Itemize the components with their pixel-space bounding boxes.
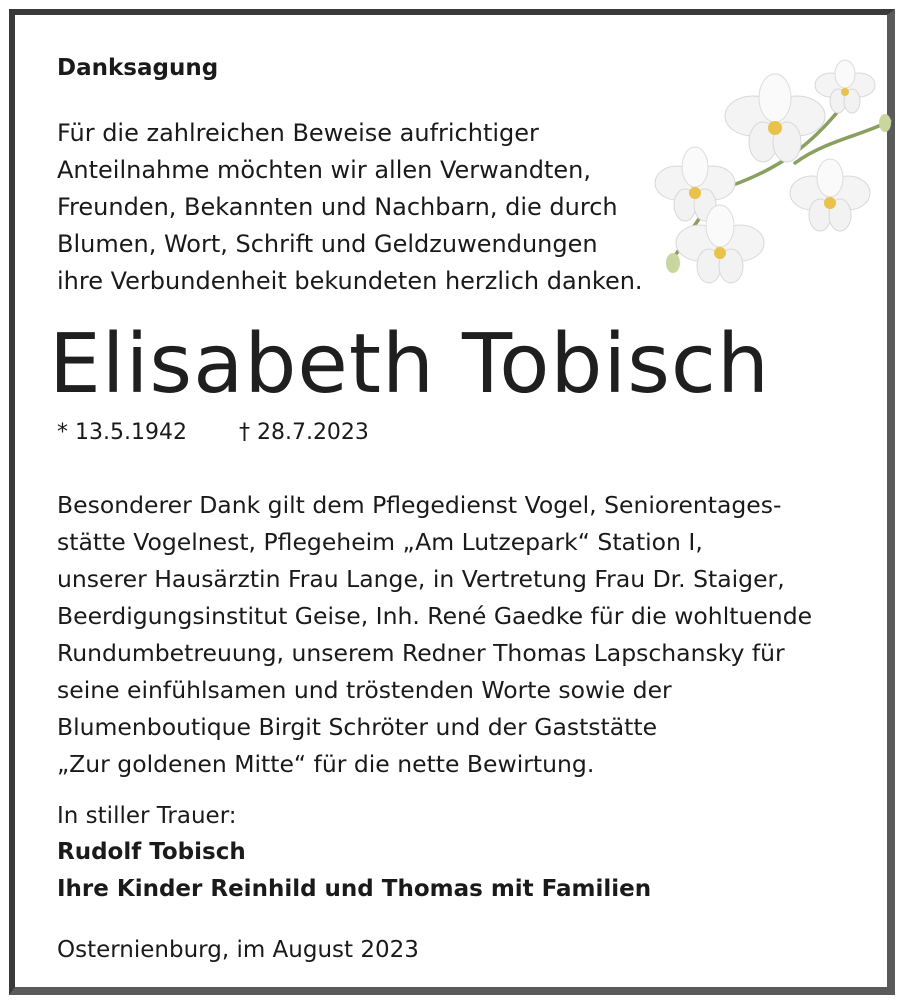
notice-heading: Danksagung xyxy=(57,55,219,81)
thanks-line: Beerdigungsinstitut Geise, Inh. René Gaedke für die wohltuende xyxy=(57,602,813,630)
thanks-line: unserer Hausärztin Frau Lange, in Vertretung Frau Dr. Staiger, xyxy=(57,565,785,593)
intro-text xyxy=(57,115,643,300)
thanks-line: „Zur goldenen Mitte“ für die nette Bewirtung. xyxy=(57,750,595,778)
intro-line: Für die zahlreichen Beweise aufrichtiger xyxy=(57,119,539,147)
intro-line: Freunden, Bekannten und Nachbarn, die durch xyxy=(57,193,618,221)
orchid-image xyxy=(645,41,895,301)
thanks-line: Besonderer Dank gilt dem Pflegedienst Vogel, Seniorentages- xyxy=(57,491,782,519)
mourner-name: Ihre Kinder Reinhild und Thomas mit Familien xyxy=(57,876,652,902)
life-dates xyxy=(57,420,369,445)
thanks-line: seine einfühlsamen und tröstenden Worte sowie der xyxy=(57,676,672,704)
intro-line: ihre Verbundenheit bekundeten herzlich danken. xyxy=(57,267,643,295)
birth-date: * 13.5.1942 xyxy=(57,420,187,445)
thanks-line: Rundumbetreuung, unserem Redner Thomas Lapschansky für xyxy=(57,639,785,667)
intro-line: Blumen, Wort, Schrift und Geldzuwendungen xyxy=(57,230,598,258)
thanks-text xyxy=(57,487,812,783)
death-date: † 28.7.2023 xyxy=(238,420,369,445)
deceased-name: Elisabeth Tobisch xyxy=(49,317,770,412)
thanks-line: stätte Vogelnest, Pflegeheim „Am Lutzepark“ Station I, xyxy=(57,528,703,556)
orchid-blossoms xyxy=(655,60,891,283)
mourner-name: Rudolf Tobisch xyxy=(57,839,246,865)
place-date: Osternienburg, im August 2023 xyxy=(57,937,419,963)
thanks-line: Blumenboutique Birgit Schröter und der Gaststätte xyxy=(57,713,658,741)
intro-line: Anteilnahme möchten wir allen Verwandten, xyxy=(57,156,591,184)
mourning-intro: In stiller Trauer: xyxy=(57,803,237,829)
notice-frame xyxy=(9,9,895,995)
